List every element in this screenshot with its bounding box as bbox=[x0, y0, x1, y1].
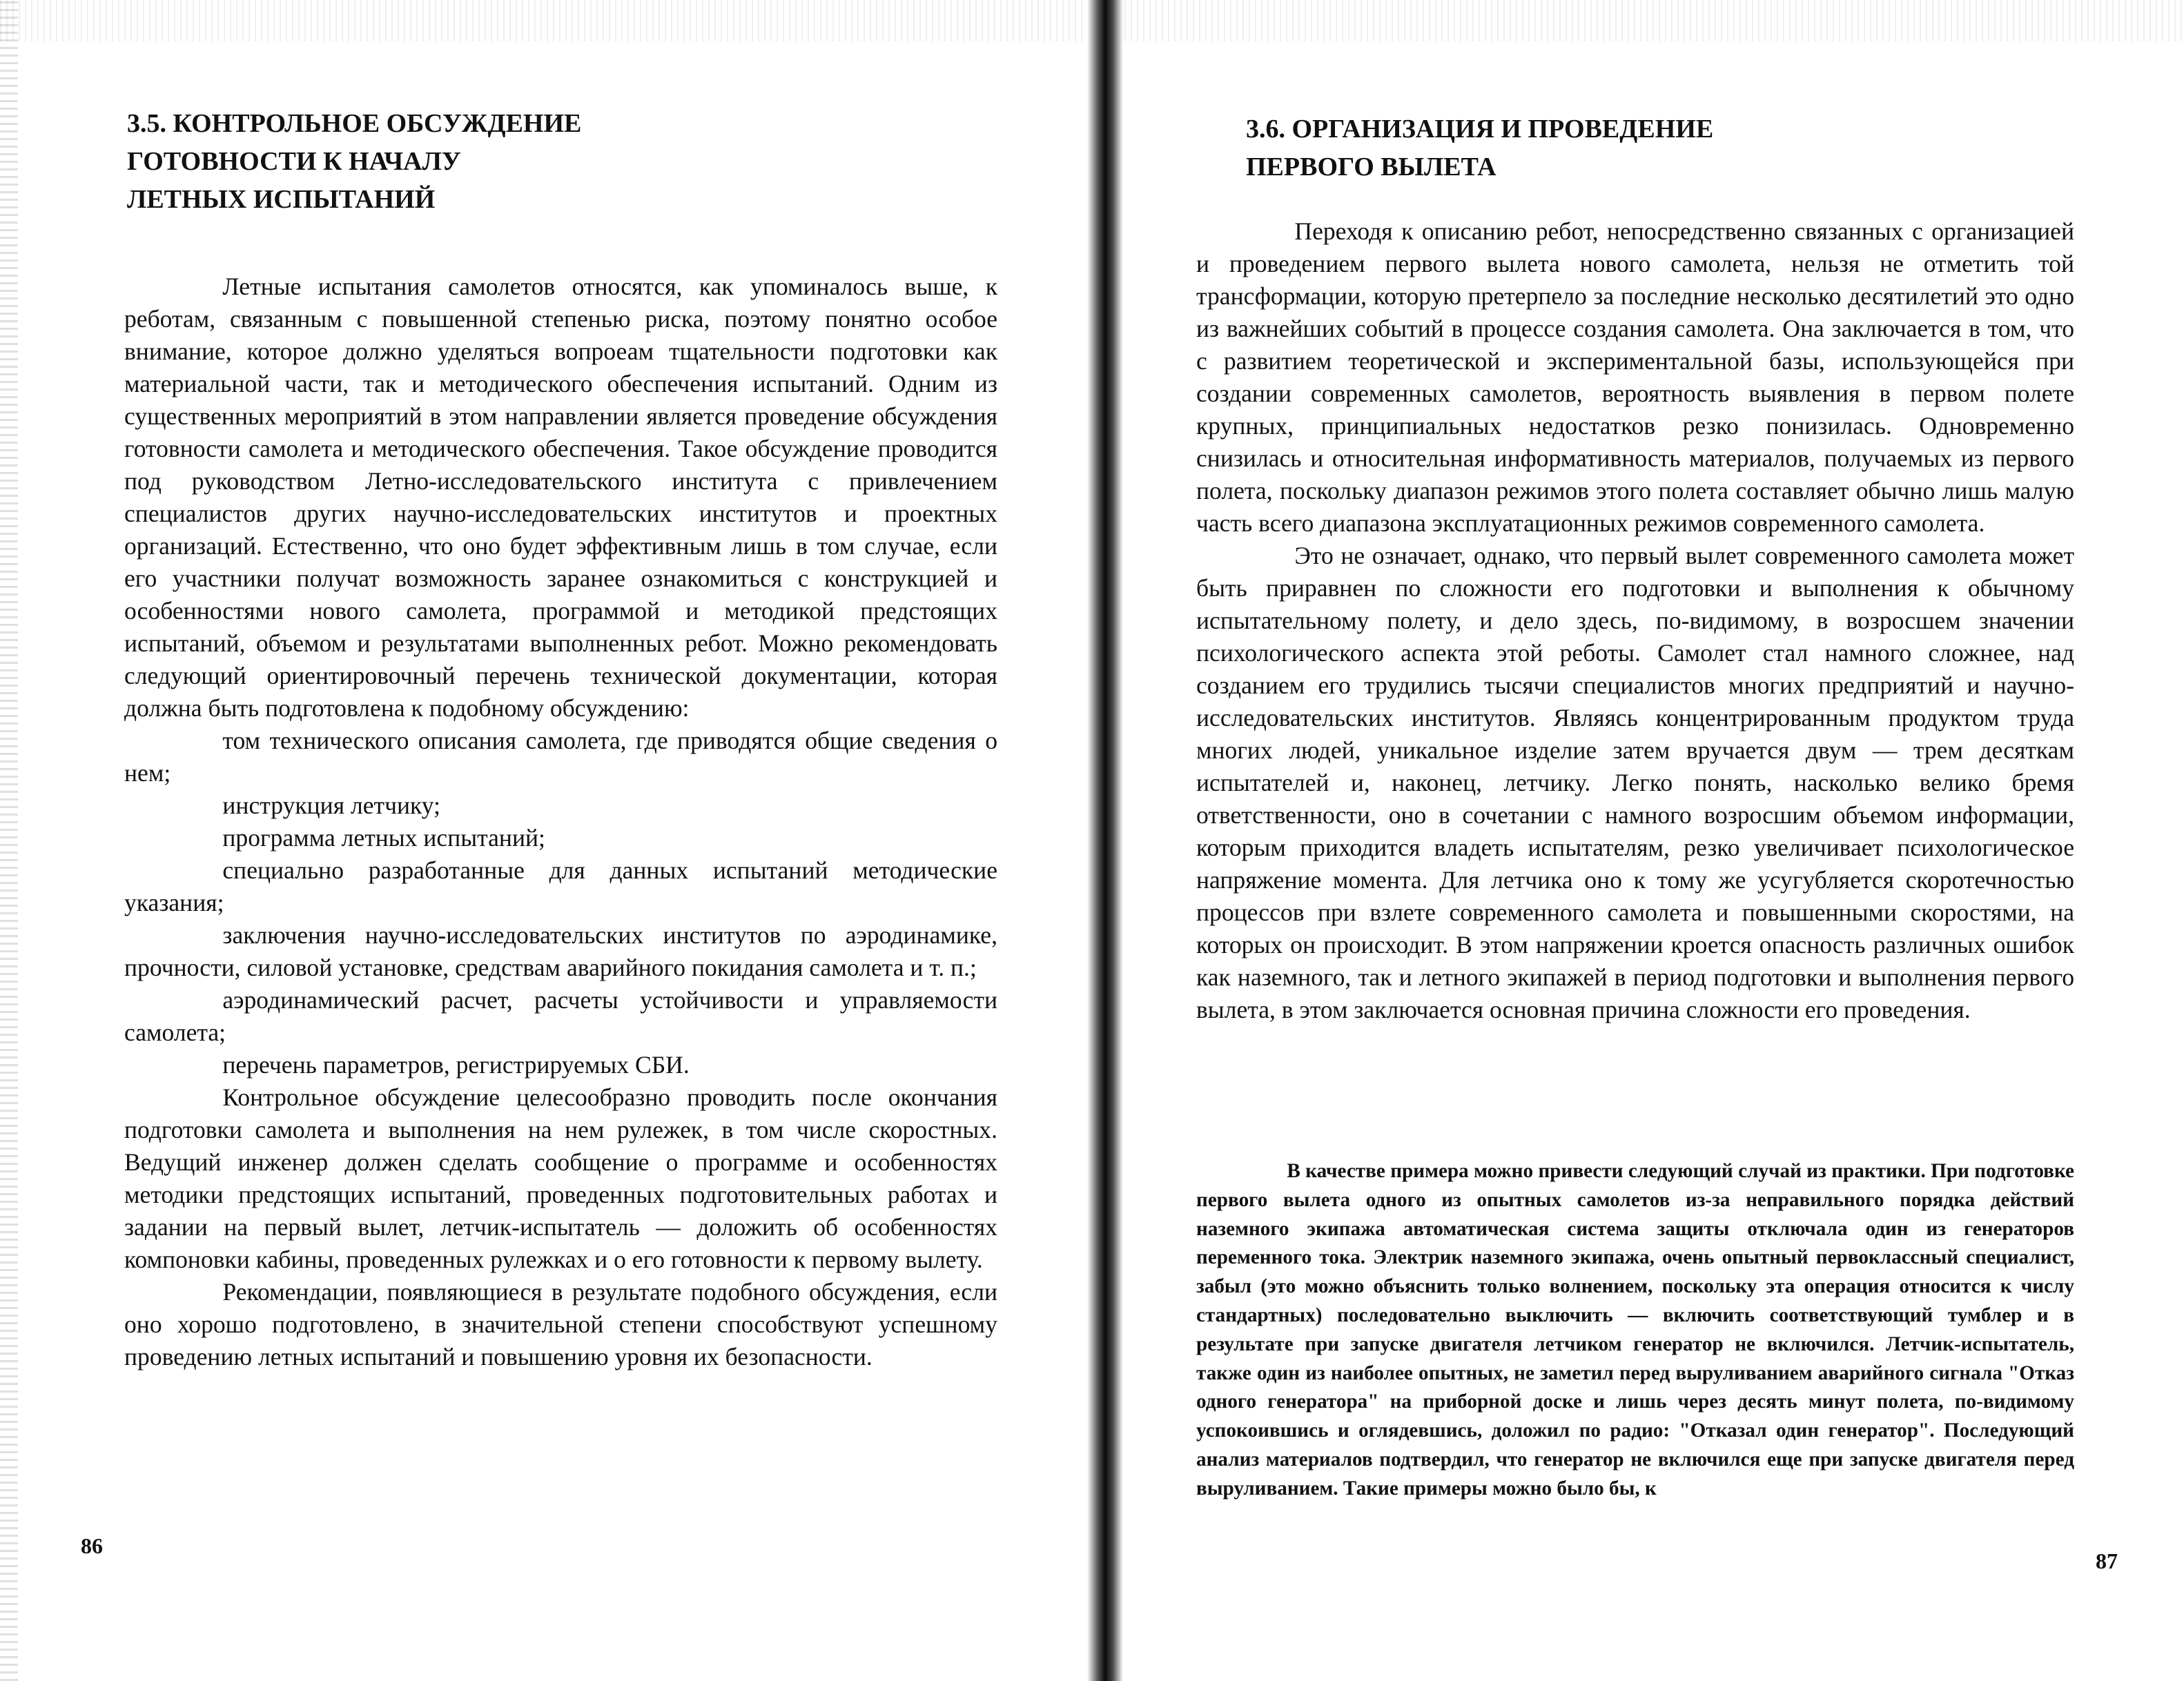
page-number: 87 bbox=[2096, 1549, 2118, 1573]
paragraph: Переходя к описанию ребот, непосредственно связанных с организацией и проведением первого вылета нового самолета, нельзя не отметить той трансформации, которую претерпело за последние несколько десятилетий это одно из важнейших событий в процессе создания самолета. Она заключается в том, что с развитием теоретической и экспериментальной базы, использующейся при создании современных самолетов, вероятность выявления в первом полете крупных, принципиальных недостатков резко понизилась. Одновременно снизилась и относительная информативность материалов, получаемых из первого полета, поскольку диапазон режимов этого полета составляет обычно лишь малую часть всего диапазона эксплуатационных режимов современного самолета. bbox=[1196, 217, 2074, 537]
heading-line: 3.5. КОНТРОЛЬНОЕ ОБСУЖДЕНИЕ bbox=[127, 109, 582, 138]
heading-line: 3.6. ОРГАНИЗАЦИЯ И ПРОВЕДЕНИЕ bbox=[1246, 115, 1714, 144]
list-item: программа летных испытаний; bbox=[222, 824, 545, 852]
section-heading-3-5 bbox=[127, 105, 886, 219]
section-heading-3-6 bbox=[1246, 110, 2005, 186]
list-item: заключения научно-исследовательских институтов по аэродинамике, прочности, силовой установке, средствам аварийного покидания самолета и т. п.; bbox=[124, 921, 997, 981]
list-item: аэродинамический расчет, расчеты устойчивости и управляемости самолета; bbox=[124, 986, 997, 1046]
list-item: том технического описания самолета, где приводятся общие сведения о нем; bbox=[124, 727, 997, 787]
paragraph: Летные испытания самолетов относятся, как упоминалось выше, к реботам, связанным с повышенной степенью риска, поэтому понятно особое внимание, которое должно уделяться вопроеам тщательности подготовки как материальной части, так и методического обеспечения испытаний. Одним из существенных мероприятий в этом направлении является проведение обсуждения готовности самолета и методического обеспечения. Такое обсуждение проводится под руководством Летно-исследовательского института с привлечением специалистов других научно-исследовательских институтов и проектных организаций. Естественно, что оно будет эффективным лишь в том случае, если его участники получат возможность заранее ознакомиться с конструкцией и особенностями нового самолета, программой и методикой предстоящих испытаний, объемом и результатами выполненных ребот. Можно рекомендовать следующий ориентировочный перечень технической документации, которая должна быть подготовлена к подобному обсуждению: bbox=[124, 273, 997, 722]
paragraph: Контрольное обсуждение целесообразно проводить после окончания подготовки самолета и выполнения на нем рулежек, в том числе скоростных. Ведущий инженер должен сделать сообщение о программе и особенностях методики предстоящих испытаний, проведенных подготовительных работах и задании на первый вылет, летчик-испытатель — доложить об особенностях компоновки кабины, проведенных рулежках и о его готовности к первому вылету. bbox=[124, 1083, 997, 1273]
heading-line: ГОТОВНОСТИ К НАЧАЛУ bbox=[127, 147, 461, 176]
left-page bbox=[0, 0, 1091, 1681]
right-page bbox=[1110, 0, 2184, 1681]
page-number: 86 bbox=[81, 1533, 103, 1558]
left-body-text bbox=[124, 271, 997, 1373]
list-item: инструкция летчику; bbox=[222, 792, 440, 819]
example-note bbox=[1196, 1157, 2074, 1504]
heading-line: ПЕРВОГО ВЫЛЕТА bbox=[1246, 153, 1496, 181]
paragraph: Рекомендации, появляющиеся в результате подобного обсуждения, если оно хорошо подготовлено, в значительной степени способствуют успешному проведению летных испытаний и повышению уровня их безопасности. bbox=[124, 1278, 997, 1370]
paragraph: Это не означает, однако, что первый вылет современного самолета может быть приравнен по сложности его подготовки и выполнения к обычному испытательному полету, и дело здесь, по-видимому, в возросшем значении психологического аспекта этой реботы. Самолет стал намного сложнее, над созданием его трудились тысячи специалистов многих предприятий и научно-исследовательских институтов. Являясь концентрированным продуктом труда многих людей, уникальное изделие затем вручается двум — трем десяткам испытателей и, наконец, летчику. Легко понять, насколько велико бремя ответственности, оно в сочетании с намного возросшим объемом информации, которым приходится владеть испытателям, резко увеличивает психологическое напряжение момента. Для летчика оно к тому же усугубляется скоротечностью процессов при взлете современного самолета и повышенными скоростями, на которых он происходит. В этом напряжении кроется опасность различных ошибок как наземного, так и летного экипажей в период подготовки и выполнения первого вылета, в этом заключается основная причина сложности его проведения. bbox=[1196, 542, 2074, 1023]
heading-line: ЛЕТНЫХ ИСПЫТАНИЙ bbox=[127, 185, 436, 214]
list-item: перечень параметров, регистрируемых СБИ. bbox=[222, 1051, 690, 1079]
list-item: специально разработанные для данных испытаний методические указания; bbox=[124, 856, 997, 916]
example-paragraph: В качестве примера можно привести следующий случай из практики. При подготовке первого вылета одного из опытных самолетов из-за неправильного порядка действий наземного экипажа автоматическая система защиты отключала один из генераторов переменного тока. Электрик наземного экипажа, очень опытный первоклассный специалист, забыл (это можно объяснить только волнением, поскольку эта операция относится к числу стандартных) последовательно выключить — включить соответствующий тумблер и в результате при запуске двигателя летчиком генератор не включился. Летчик-испытатель, также один из наиболее опытных, не заметил перед выруливанием аварийного сигнала "Отказ одного генератора" на приборной доске и лишь через десять минут полета, по-видимому успокоившись и оглядевшись, доложил по радио: "Отказал один генератор". Последующий анализ материалов подтвердил, что генератор не включился еще при запуске двигателя перед выруливанием. Такие примеры можно было бы, к bbox=[1196, 1160, 2074, 1500]
right-body-text bbox=[1196, 215, 2074, 1026]
